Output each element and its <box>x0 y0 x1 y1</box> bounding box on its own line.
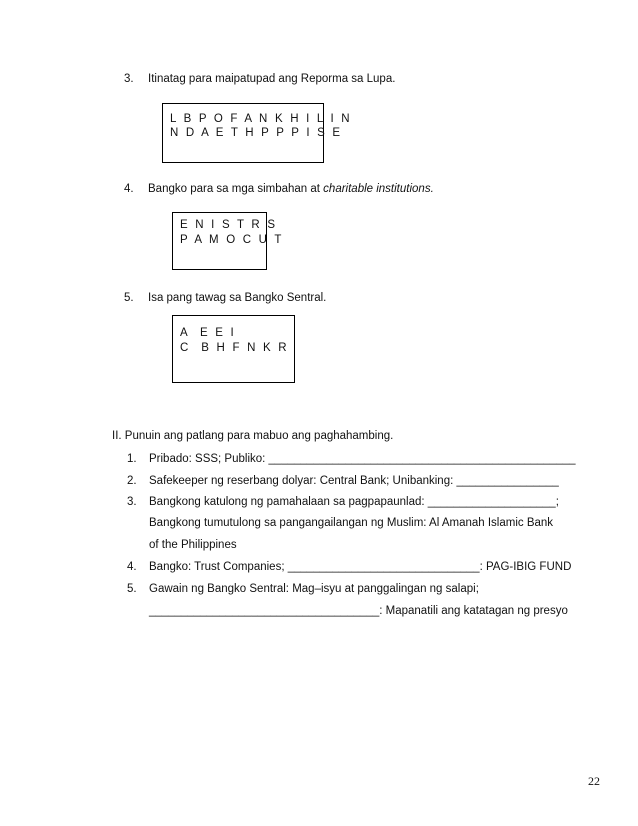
item-5-number: 5. <box>124 292 134 304</box>
scramble-3-line-1: L B P O F A N K H I L I N <box>170 113 352 125</box>
scramble-3-line-2: N D A E T H P P P I S E <box>170 127 343 139</box>
s2-item-4-text: Bangko: Trust Companies; ______________________________: PAG-IBIG FUND <box>149 561 572 573</box>
item-4-prompt-plain: Bangko para sa mga simbahan at <box>148 183 324 195</box>
s2-item-3-line-2: Bangkong tumutulong sa pangangailangan ng Muslim: Al Amanah Islamic Bank <box>149 517 554 529</box>
scramble-4-line-2: P A M O C U T <box>180 234 284 246</box>
item-5-prompt: Isa pang tawag sa Bangko Sentral. <box>148 292 327 304</box>
s2-item-4-number: 4. <box>127 561 137 573</box>
item-3-prompt: Itinatag para maipatupad ang Reporma sa Lupa. <box>148 73 396 85</box>
scramble-box-5 <box>172 315 295 383</box>
scramble-4-line-1: E N I S T R S <box>180 219 278 231</box>
scramble-5-line-1: A E E I <box>180 327 236 339</box>
page-number: 22 <box>588 774 600 788</box>
section-2-heading: II. Punuin ang patlang para mabuo ang paghahambing. <box>112 430 394 442</box>
scramble-box-4 <box>172 212 284 270</box>
scramble-5-line-2: C B H F N K R <box>180 342 289 354</box>
s2-item-3-number: 3. <box>127 496 137 508</box>
item-4-prompt-italic: charitable institutions. <box>323 183 434 195</box>
s2-item-5-line-2: ____________________________________: Mapanatili ang katatagan ng presyo <box>149 605 568 617</box>
s2-item-3-line-3: of the Philippines <box>149 539 237 551</box>
s2-item-1-text: Pribado: SSS; Publiko: ________________________________________________ <box>149 453 576 465</box>
s2-item-5-number: 5. <box>127 583 137 595</box>
s2-item-5-text: Gawain ng Bangko Sentral: Mag–isyu at panggalingan ng salapi; <box>149 583 479 595</box>
item-4-number: 4. <box>124 183 134 195</box>
s2-item-3-text: Bangkong katulong ng pamahalaan sa pagpapaunlad: ____________________; <box>149 496 559 508</box>
s2-item-2-number: 2. <box>127 475 137 487</box>
scramble-box-3 <box>162 103 352 163</box>
item-3-number: 3. <box>124 73 134 85</box>
item-4-prompt <box>148 183 434 195</box>
s2-item-1-number: 1. <box>127 453 137 465</box>
s2-item-2-text: Safekeeper ng reserbang dolyar: Central Bank; Unibanking: ________________ <box>149 475 559 487</box>
